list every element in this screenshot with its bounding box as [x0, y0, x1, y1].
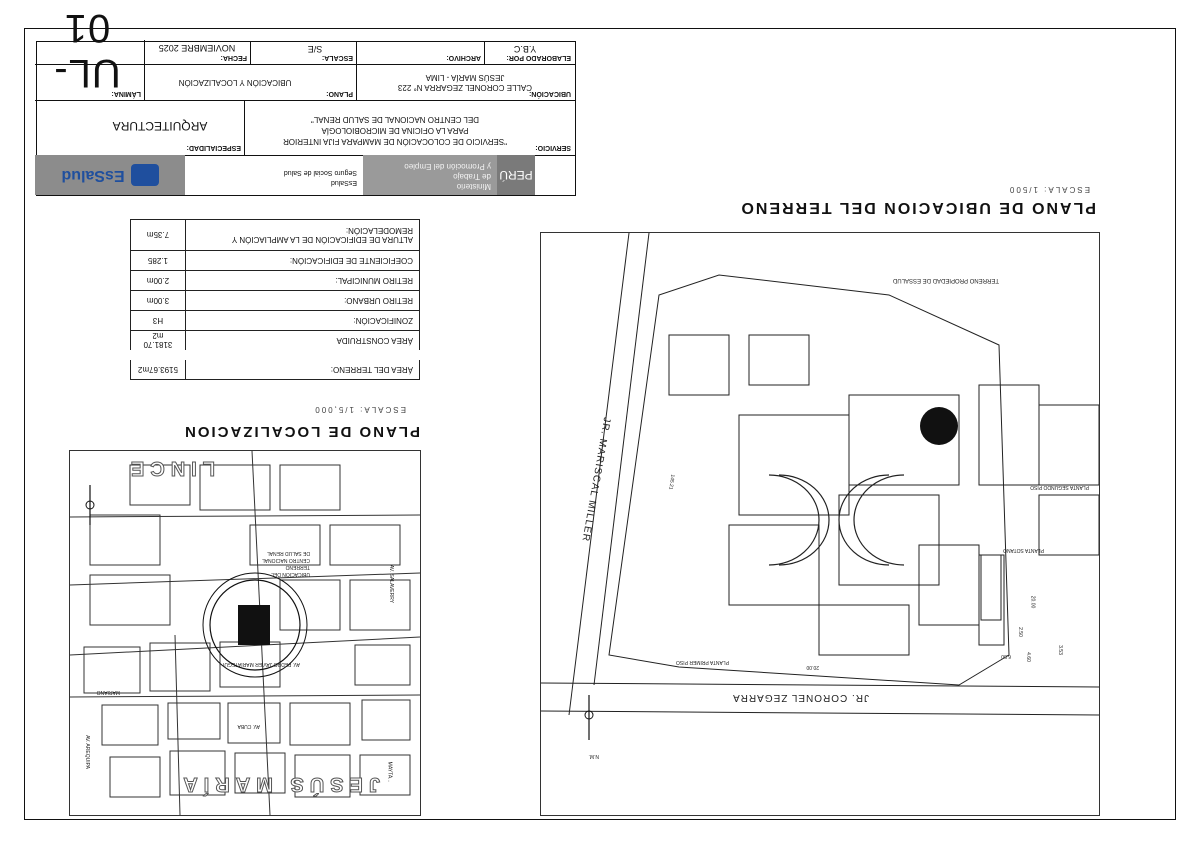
essalud-text-block — [185, 155, 363, 195]
parking-block — [981, 555, 1001, 620]
ministerio-line2: de Trabajo — [453, 172, 491, 181]
essalud-line2: Seguro Social de Salud — [283, 169, 357, 176]
essalud-line1: EsSalud — [330, 179, 357, 186]
escala-divider — [356, 42, 357, 64]
planta-primer-piso: PLANTA PRIMER PISO — [676, 659, 729, 665]
plano-value: UBICACIÓN Y LOCALIZACIÓN — [178, 78, 292, 87]
localizacion-title: PLANO DE LOCALIZACION — [183, 423, 420, 440]
lamina-label: LÁMINA: — [111, 90, 141, 97]
site-label-1: UBICACIÓN DEL — [271, 571, 310, 577]
ubicacion-label: UBICACIÓN: — [529, 90, 571, 97]
elaborado-value: Y.B.C — [513, 44, 537, 54]
dim-5: 2.50 — [1017, 627, 1024, 637]
street-arequipa: AV. AREQUIPA — [84, 735, 91, 769]
plano-label: PLANO: — [326, 90, 353, 97]
district-lince: LINCE — [125, 457, 215, 479]
district-jesus-maria: JESÚS MARÍA — [177, 773, 380, 795]
dim-3: 4.60 — [1025, 652, 1032, 662]
site-label-4: DE SALUD RENAL — [266, 550, 310, 556]
ubicacion-map-svg — [541, 233, 1099, 815]
ubicacion-scale: ESCALA: 1/500 — [1007, 185, 1090, 194]
site-label-2: TERRENO — [285, 564, 310, 570]
param-label: ÁREA DEL TERRENO: — [185, 355, 419, 380]
param-label: RETIRO MUNICIPAL: — [185, 271, 419, 291]
localizacion-map — [69, 450, 421, 816]
essalud-logo-icon — [131, 164, 159, 186]
meta-row — [145, 42, 575, 64]
essalud-logo — [35, 155, 185, 195]
param-label: ÁREA CONSTRUIDA — [185, 331, 419, 356]
especialidad-value: ARQUITECTURA — [112, 119, 208, 133]
ubicacion-line1: CALLE CORONEL ZEGARRA N° 223 — [397, 83, 533, 92]
microbiologia-marker — [920, 407, 958, 445]
fecha-label: FECHA: — [220, 54, 247, 61]
street-cuba: AV. CUBA — [237, 723, 260, 729]
param-row — [131, 331, 420, 356]
dim-6: 6.50 — [1001, 653, 1011, 659]
street-mariano: MARIANO — [96, 689, 120, 695]
fecha-divider — [250, 42, 251, 64]
escala-value: S/E — [307, 44, 323, 54]
dim-4: 3.53 — [1057, 645, 1064, 655]
param-row — [131, 251, 420, 271]
param-label: ZONIFICACIÓN: — [185, 311, 419, 331]
ubicacion-map — [540, 232, 1100, 816]
localizacion-scale: ESCALA: 1/5,000 — [313, 405, 406, 414]
north-label: N.M. — [588, 753, 599, 759]
peru-badge: PERÚ — [497, 155, 535, 195]
param-label: RETIRO URBANO: — [185, 291, 419, 311]
param-row — [131, 271, 420, 291]
param-row — [131, 311, 420, 331]
param-value: H3 — [131, 311, 186, 331]
archivo-label: ARCHIVO: — [446, 54, 481, 61]
ministerio-line1: Ministerio — [456, 182, 491, 191]
param-value: 7.35m — [131, 220, 186, 251]
elaborado-label: ELABORADO POR: — [506, 54, 571, 61]
param-row — [131, 291, 420, 311]
param-label: COEFICIENTE DE EDIFICACIÓN: — [185, 251, 419, 271]
archivo-divider — [484, 42, 485, 64]
sheet-code: UL-01 — [53, 6, 121, 95]
planta-sotano: PLANTA SOTANO — [1003, 547, 1044, 553]
logo-row — [35, 155, 575, 195]
plano-divider — [356, 64, 357, 100]
ministerio-block — [363, 155, 497, 195]
street-mariategui: AV. PEDRO JAVIER MARIATEGUI — [222, 661, 300, 667]
parameters-table — [130, 219, 420, 380]
param-value: 3181.70 m2 — [131, 331, 186, 356]
ministerio-line3: y Promoción del Empleo — [404, 162, 491, 171]
servicio-line1: "SERVICIO DE COLOCACIÓN DE MAMPARA FIJA INTERIOR — [283, 137, 507, 146]
servicio-line2: PARA LA OFICINA DE MICROBIOLOGÍA — [321, 126, 469, 135]
servicio-row — [35, 100, 575, 155]
planta-segundo-piso: PLANTA SEGUNDO PISO — [1030, 484, 1089, 490]
param-row — [131, 355, 420, 380]
ubicacion-text — [365, 72, 565, 92]
dim-7: 145.21 — [667, 474, 676, 490]
param-value: 1.285 — [131, 251, 186, 271]
site-marker — [238, 605, 270, 645]
dim-1: 20.00 — [1029, 595, 1036, 609]
terreno-essalud: TERRENO PROPIEDAD DE ESSALUD — [892, 277, 999, 283]
param-value: 2.00m — [131, 271, 186, 291]
dim-2: 20.00 — [806, 664, 819, 670]
servicio-line3: DEL CENTRO NACIONAL DE SALUD RENAL" — [310, 115, 480, 124]
localizacion-map-svg — [70, 451, 420, 815]
site-label-3: CENTRO NACIONAL — [261, 557, 310, 563]
street-mayta: MAYTA... — [386, 761, 393, 783]
peru-block — [534, 155, 575, 195]
street-salaverry: AV. SALAVERRY — [387, 564, 394, 604]
escala-label: ESCALA: — [321, 54, 353, 61]
param-label: ALTURA DE EDIFICACIÓN DE LA AMPLIACIÓN Y REMODELACIÓN: — [185, 220, 419, 251]
servicio-label: SERVICIO: — [535, 144, 571, 151]
servicio-text — [245, 114, 545, 147]
param-value: 5193.67m2 — [131, 355, 186, 380]
param-row — [131, 220, 420, 251]
title-block — [36, 6, 576, 196]
especialidad-label: ESPECIALIDAD: — [186, 144, 241, 151]
fecha-value: NOVIEMBRE 2025 — [158, 43, 236, 53]
ubicacion-title: PLANO DE UBICACION DEL TERRENO — [739, 199, 1096, 216]
street-mariscal-miller: JR. MARISCAL MILLER — [579, 416, 613, 543]
param-value: 3.00m — [131, 291, 186, 311]
essalud-logo-text: EsSalud — [61, 167, 125, 184]
street-coronel-zegarra: JR. CORONEL ZEGARRA — [732, 692, 869, 703]
ubicacion-line2: JESÚS MARÍA - LIMA — [425, 73, 505, 82]
